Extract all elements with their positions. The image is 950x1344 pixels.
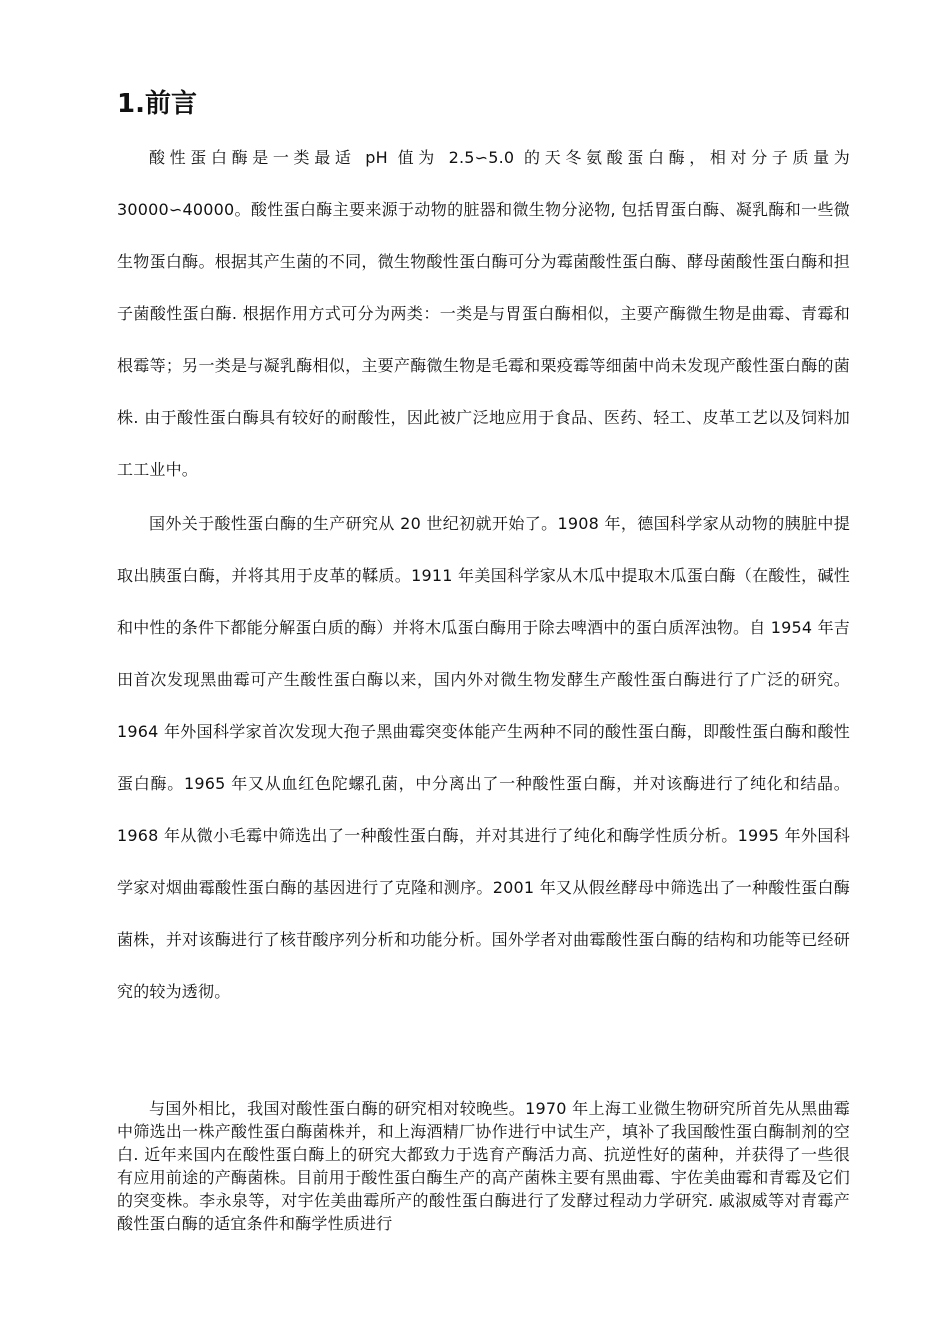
section-heading: 1.前言 <box>117 89 197 119</box>
paragraph-domestic-research: 与国外相比，我国对酸性蛋白酶的研究相对较晚些。1970 年上海工业微生物研究所首先从黑曲霉中筛选出一株产酸性蛋白酶菌株并，和上海酒精厂协作进行中试生产，填补了我国酸性蛋白酶制剂的空白. 近年来国内在酸性蛋白酶上的研究大都致力于选育产酶活力高、抗逆性好的菌种，并获得了一些很有应用前途的产酶菌株。目前用于酸性蛋白酶生产的高产菌株主要有黑曲霉、宇佐美曲霉和青霉及它们的突变株。李永泉等，对宇佐美曲霉所产的酸性蛋白酶进行了发酵过程动力学研究. 戚淑威等对青霉产酸性蛋白酶的适宜条件和酶学性质进行 <box>117 1099 850 1233</box>
paragraph-foreign-research: 国外关于酸性蛋白酶的生产研究从 20 世纪初就开始了。1908 年，德国科学家从动物的胰脏中提取出胰蛋白酶，并将其用于皮革的鞣质。1911 年美国科学家从木瓜中提取木瓜蛋白酶（在酸性，碱性和中性的条件下都能分解蛋白质的酶）并将木瓜蛋白酶用于除去啤酒中的蛋白质浑浊物。自 1954 年吉田首次发现黑曲霉可产生酸性蛋白酶以来，国内外对微生物发酵生产酸性蛋白酶进行了广泛的研究。1964 年外国科学家首次发现大孢子黑曲霉突变体能产生两种不同的酸性蛋白酶，即酸性蛋白酶和酸性蛋白酶。1965 年又从血红色陀螺孔菌，中分离出了一种酸性蛋白酶，并对该酶进行了纯化和结晶。1968 年从微小毛霉中筛选出了一种酸性蛋白酶，并对其进行了纯化和酶学性质分析。1995 年外国科学家对烟曲霉酸性蛋白酶的基因进行了克隆和测序。2001 年又从假丝酵母中筛选出了一种酸性蛋白酶菌株，并对该酶进行了核苷酸序列分析和功能分析。国外学者对曲霉酸性蛋白酶的结构和功能等已经研究的较为透彻。 <box>117 514 850 1001</box>
paragraph-introduction: 酸性蛋白酶是一类最适 pH 值为 2.5∽5.0 的天冬氨酸蛋白酶，相对分子质量为 30000∽40000。酸性蛋白酶主要来源于动物的脏器和微生物分泌物, 包括胃蛋白酶、凝乳酶和一些微生物蛋白酶。根据其产生菌的不同，微生物酸性蛋白酶可分为霉菌酸性蛋白酶、酵母菌酸性蛋白酶和担子菌酸性蛋白酶. 根据作用方式可分为两类：一类是与胃蛋白酶相似，主要产酶微生物是曲霉、青霉和根霉等；另一类是与凝乳酶相似，主要产酶微生物是毛霉和栗疫霉等细菌中尚未发现产酸性蛋白酶的菌株. 由于酸性蛋白酶具有较好的耐酸性，因此被广泛地应用于食品、医药、轻工、皮革工艺以及饲料加工工业中。 <box>117 148 850 479</box>
